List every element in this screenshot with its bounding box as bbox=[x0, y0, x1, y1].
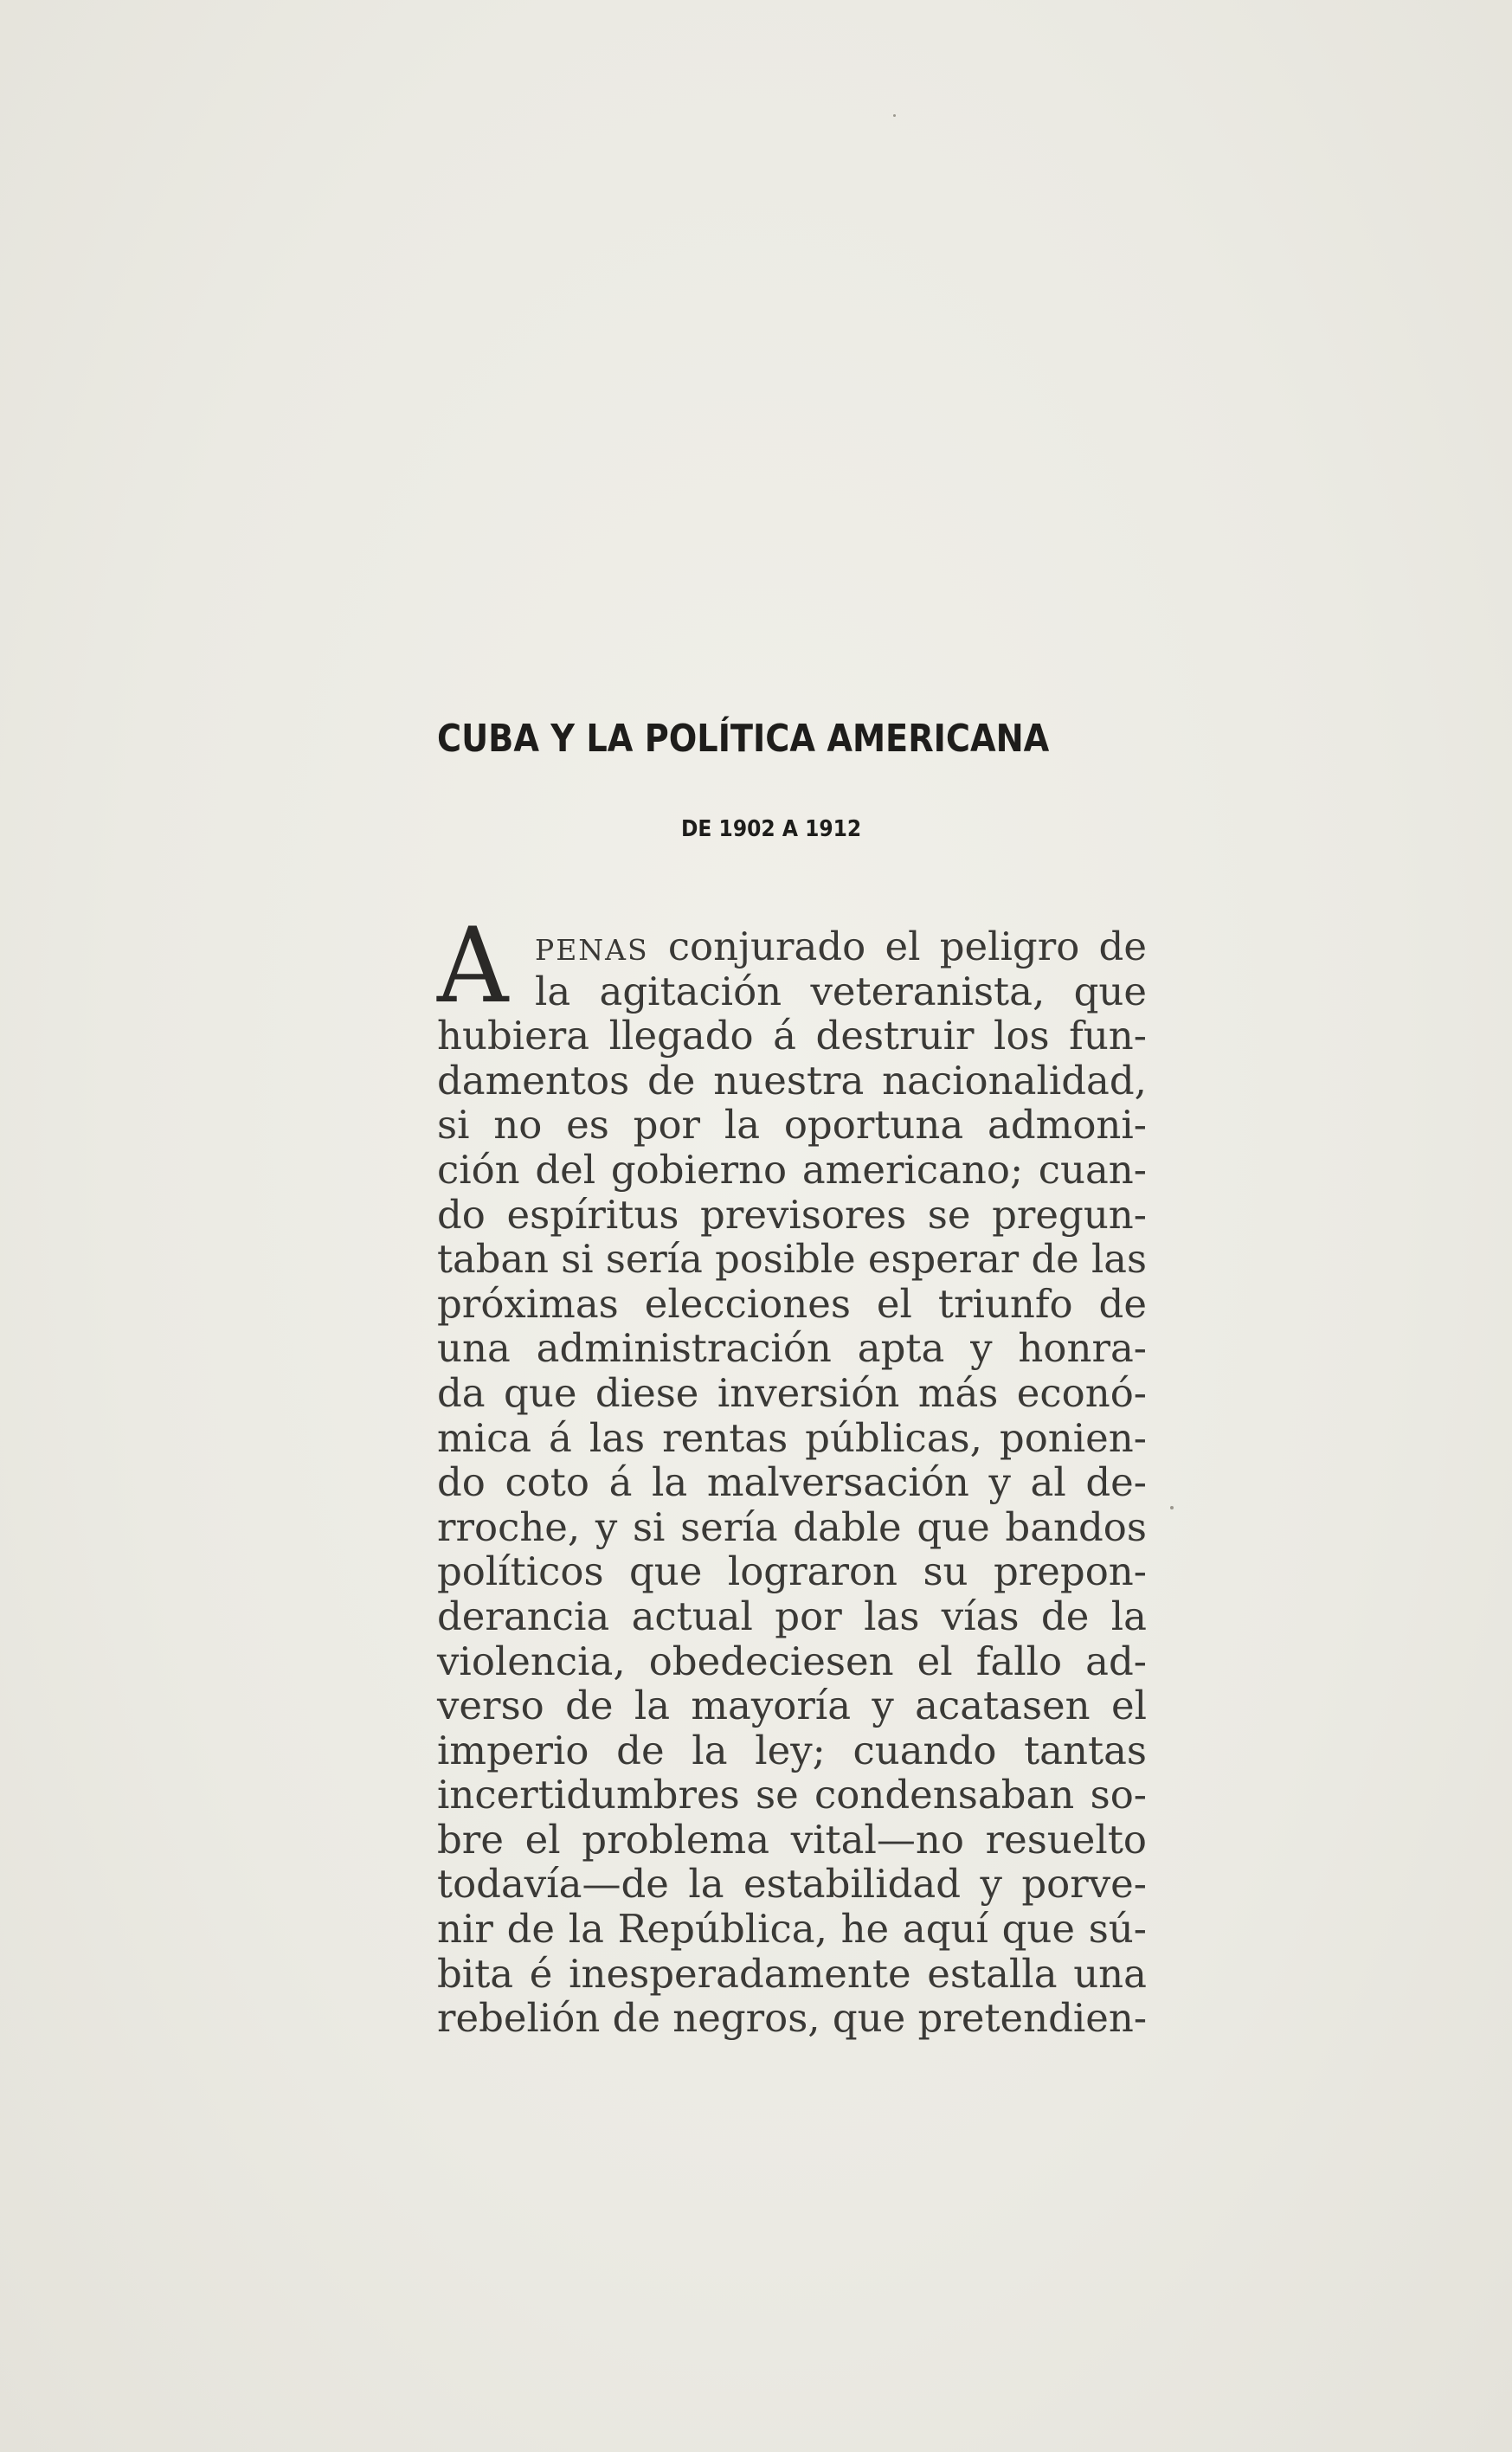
text-line-16: derancia actual por las vías de la bbox=[437, 1593, 1147, 1639]
text-line-8: taban si sería posible esperar de las bbox=[437, 1236, 1147, 1283]
text-line-6: ción del gobierno americano; cuan- bbox=[437, 1146, 1147, 1193]
chapter-title: CUBA Y LA POLÍTICA AMERICANA bbox=[437, 717, 1050, 761]
text-line-22: todavía—de la estabilidad y porve- bbox=[437, 1861, 1147, 1908]
text-line-23: nir de la República, he aquí que sú- bbox=[437, 1906, 1147, 1953]
small-caps-word: PENAS bbox=[535, 933, 649, 967]
first-line-text: conjurado el peligro de bbox=[648, 924, 1147, 969]
text-line-12: mica á las rentas públicas, ponien- bbox=[437, 1414, 1147, 1461]
text-line-13: do coto á la malversación y al de- bbox=[437, 1459, 1147, 1506]
text-line-19: imperio de la ley; cuando tantas bbox=[437, 1727, 1147, 1773]
text-line-15: políticos que lograron su prepon- bbox=[437, 1548, 1147, 1595]
text-line-24: bita é inesperadamente estalla una bbox=[437, 1950, 1147, 1997]
chapter-subtitle: DE 1902 A 1912 bbox=[681, 816, 862, 842]
text-line-18: verso de la mayoría y acatasen el bbox=[437, 1683, 1147, 1729]
text-line-3: hubiera llegado á destruir los fun- bbox=[437, 1013, 1147, 1059]
text-line-11: da que diese inversión más econó- bbox=[437, 1369, 1147, 1416]
paper-speck bbox=[1170, 1506, 1174, 1509]
text-line-2: la agitación veteranista, que bbox=[535, 968, 1147, 1014]
text-line-10: una administración apta y honra- bbox=[437, 1325, 1147, 1372]
text-line-9: próximas elecciones el triunfo de bbox=[437, 1280, 1147, 1327]
text-line-21: bre el problema vital—no resuelto bbox=[437, 1816, 1147, 1863]
text-line-14: rroche, y si sería dable que bandos bbox=[437, 1503, 1147, 1550]
drop-cap: A bbox=[437, 906, 509, 1026]
text-line-4: damentos de nuestra nacionalidad, bbox=[437, 1057, 1147, 1104]
text-line-1 bbox=[437, 924, 1147, 969]
text-line-20: incertidumbres se condensaban so- bbox=[437, 1772, 1147, 1818]
body-text bbox=[437, 924, 1147, 2041]
paper-speck bbox=[893, 114, 896, 117]
text-line-7: do espíritus previsores se pregun- bbox=[437, 1191, 1147, 1238]
text-line-25: rebelión de negros, que pretendien- bbox=[437, 1995, 1148, 2042]
text-line-17: violencia, obedeciesen el fallo ad- bbox=[437, 1638, 1147, 1684]
text-line-5: si no es por la oportuna admoni- bbox=[437, 1102, 1147, 1149]
